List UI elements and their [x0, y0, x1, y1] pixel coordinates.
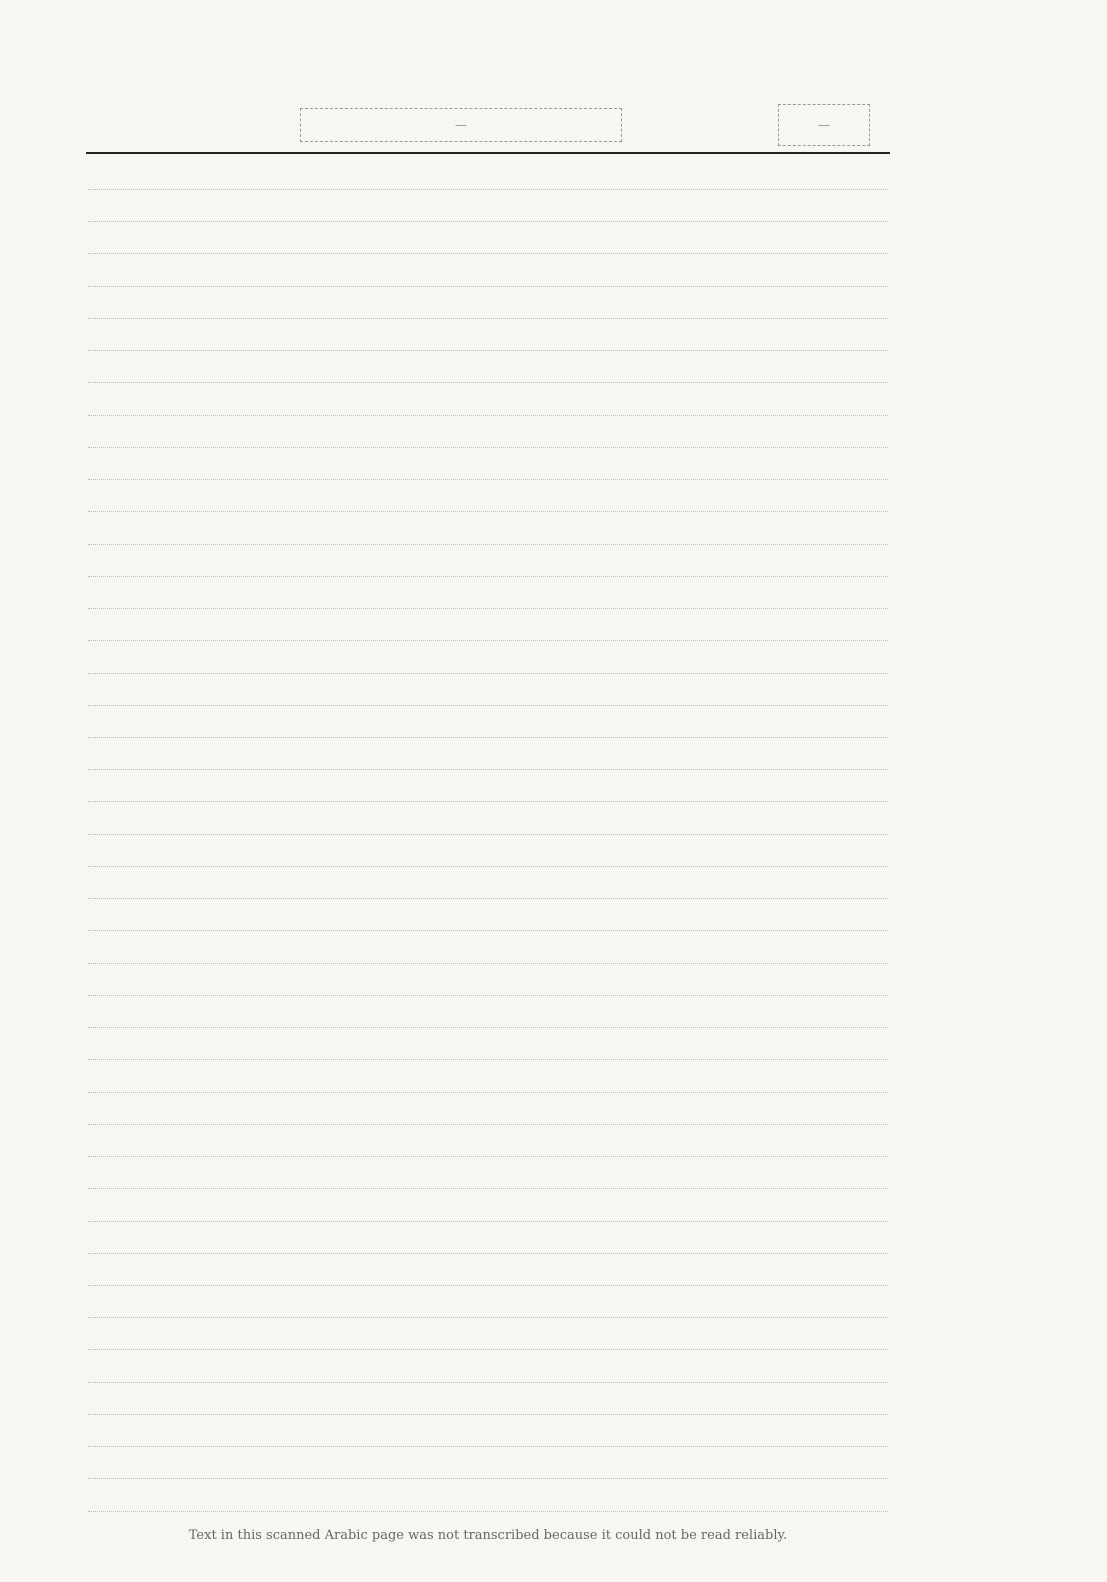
text-line-placeholder: [88, 1101, 888, 1125]
text-line-placeholder: [88, 1036, 888, 1060]
text-line-placeholder: [88, 875, 888, 899]
text-line-placeholder: [88, 811, 888, 835]
text-line-placeholder: [88, 843, 888, 867]
text-line-placeholder: [88, 359, 888, 383]
text-line-placeholder: [88, 392, 888, 416]
text-line-placeholder: [88, 650, 888, 674]
text-line-placeholder: [88, 1165, 888, 1189]
text-line-placeholder: [88, 166, 888, 190]
text-line-placeholder: [88, 714, 888, 738]
text-line-placeholder: [88, 521, 888, 545]
text-line-placeholder: [88, 263, 888, 287]
text-line-placeholder: [88, 1230, 888, 1254]
text-line-placeholder: [88, 1488, 888, 1512]
text-line-placeholder: [88, 488, 888, 512]
text-line-placeholder: [88, 682, 888, 706]
header-rule: [86, 152, 890, 154]
text-line-placeholder: [88, 746, 888, 770]
text-line-placeholder: [88, 1198, 888, 1222]
page-number-placeholder: —: [778, 104, 870, 146]
text-line-placeholder: [88, 553, 888, 577]
text-line-placeholder: [88, 1004, 888, 1028]
text-line-placeholder: [88, 1262, 888, 1286]
text-line-placeholder: [88, 327, 888, 351]
text-line-placeholder: [88, 1391, 888, 1415]
text-line-placeholder: [88, 424, 888, 448]
text-line-placeholder: [88, 295, 888, 319]
text-line-placeholder: [88, 585, 888, 609]
text-line-placeholder: [88, 907, 888, 931]
text-line-placeholder: [88, 456, 888, 480]
text-line-placeholder: [88, 972, 888, 996]
text-line-placeholder: [88, 940, 888, 964]
text-line-placeholder: [88, 1423, 888, 1447]
text-line-placeholder: [88, 1133, 888, 1157]
text-line-placeholder: [88, 230, 888, 254]
text-line-placeholder: [88, 198, 888, 222]
text-line-placeholder: [88, 1069, 888, 1093]
status-note: Text in this scanned Arabic page was not transcribed because it could not be read reliably.: [188, 1528, 788, 1543]
text-line-placeholder: [88, 1326, 888, 1350]
body-text: [88, 166, 888, 1512]
text-line-placeholder: [88, 1455, 888, 1479]
text-line-placeholder: [88, 617, 888, 641]
running-title-placeholder: —: [300, 108, 622, 142]
text-line-placeholder: [88, 778, 888, 802]
text-line-placeholder: [88, 1359, 888, 1383]
text-line-placeholder: [88, 1294, 888, 1318]
